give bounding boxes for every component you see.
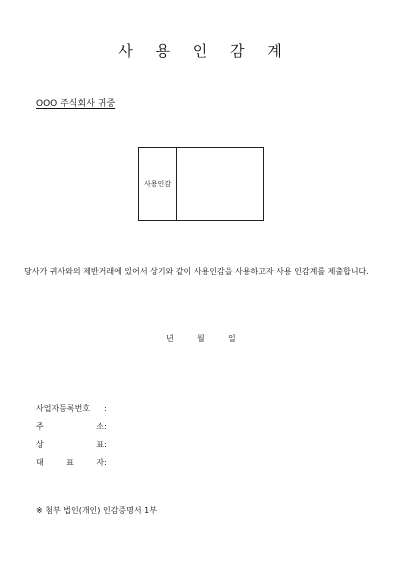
representative-label bbox=[36, 454, 104, 472]
document-title: 사 용 인 감 계 bbox=[118, 42, 291, 60]
address-label bbox=[36, 418, 104, 436]
field-row-trade-name bbox=[36, 436, 236, 454]
trade-name-label-char: 상 bbox=[36, 440, 44, 449]
business-number-label: 사업자등록번호 bbox=[36, 404, 91, 413]
date-month-label: 월 bbox=[197, 334, 205, 343]
attachment-note: ※ 첨부 법인(개인) 인감증명서 1부 bbox=[36, 506, 157, 515]
field-colon: : bbox=[104, 440, 107, 449]
representative-label-char: 자 bbox=[96, 458, 104, 467]
address-label-char: 소 bbox=[96, 422, 104, 431]
statement-text: 당사가 귀사와의 제반거래에 있어서 상기와 같이 사용인감을 사용하고자 사용 인감계를 제출합니다. bbox=[24, 267, 369, 276]
field-row-address bbox=[36, 418, 236, 436]
applicant-fields bbox=[36, 400, 236, 472]
seal-stamp-area bbox=[177, 148, 263, 220]
representative-label-char: 표 bbox=[66, 458, 74, 467]
field-colon: : bbox=[104, 458, 107, 467]
field-colon: : bbox=[104, 422, 107, 431]
address-label-char: 주 bbox=[36, 422, 44, 431]
date-year-label: 년 bbox=[166, 334, 174, 343]
field-colon: : bbox=[104, 404, 107, 413]
representative-label-char: 대 bbox=[36, 458, 44, 467]
seal-box bbox=[138, 147, 264, 221]
date-day-label: 일 bbox=[228, 334, 236, 343]
seal-label: 사용인감 bbox=[139, 148, 177, 220]
trade-name-label-char: 표 bbox=[96, 440, 104, 449]
addressee: OOO 주식회사 귀중 bbox=[36, 99, 116, 109]
trade-name-label bbox=[36, 436, 104, 454]
field-row-representative bbox=[36, 454, 236, 472]
field-row-business-number bbox=[36, 400, 236, 418]
